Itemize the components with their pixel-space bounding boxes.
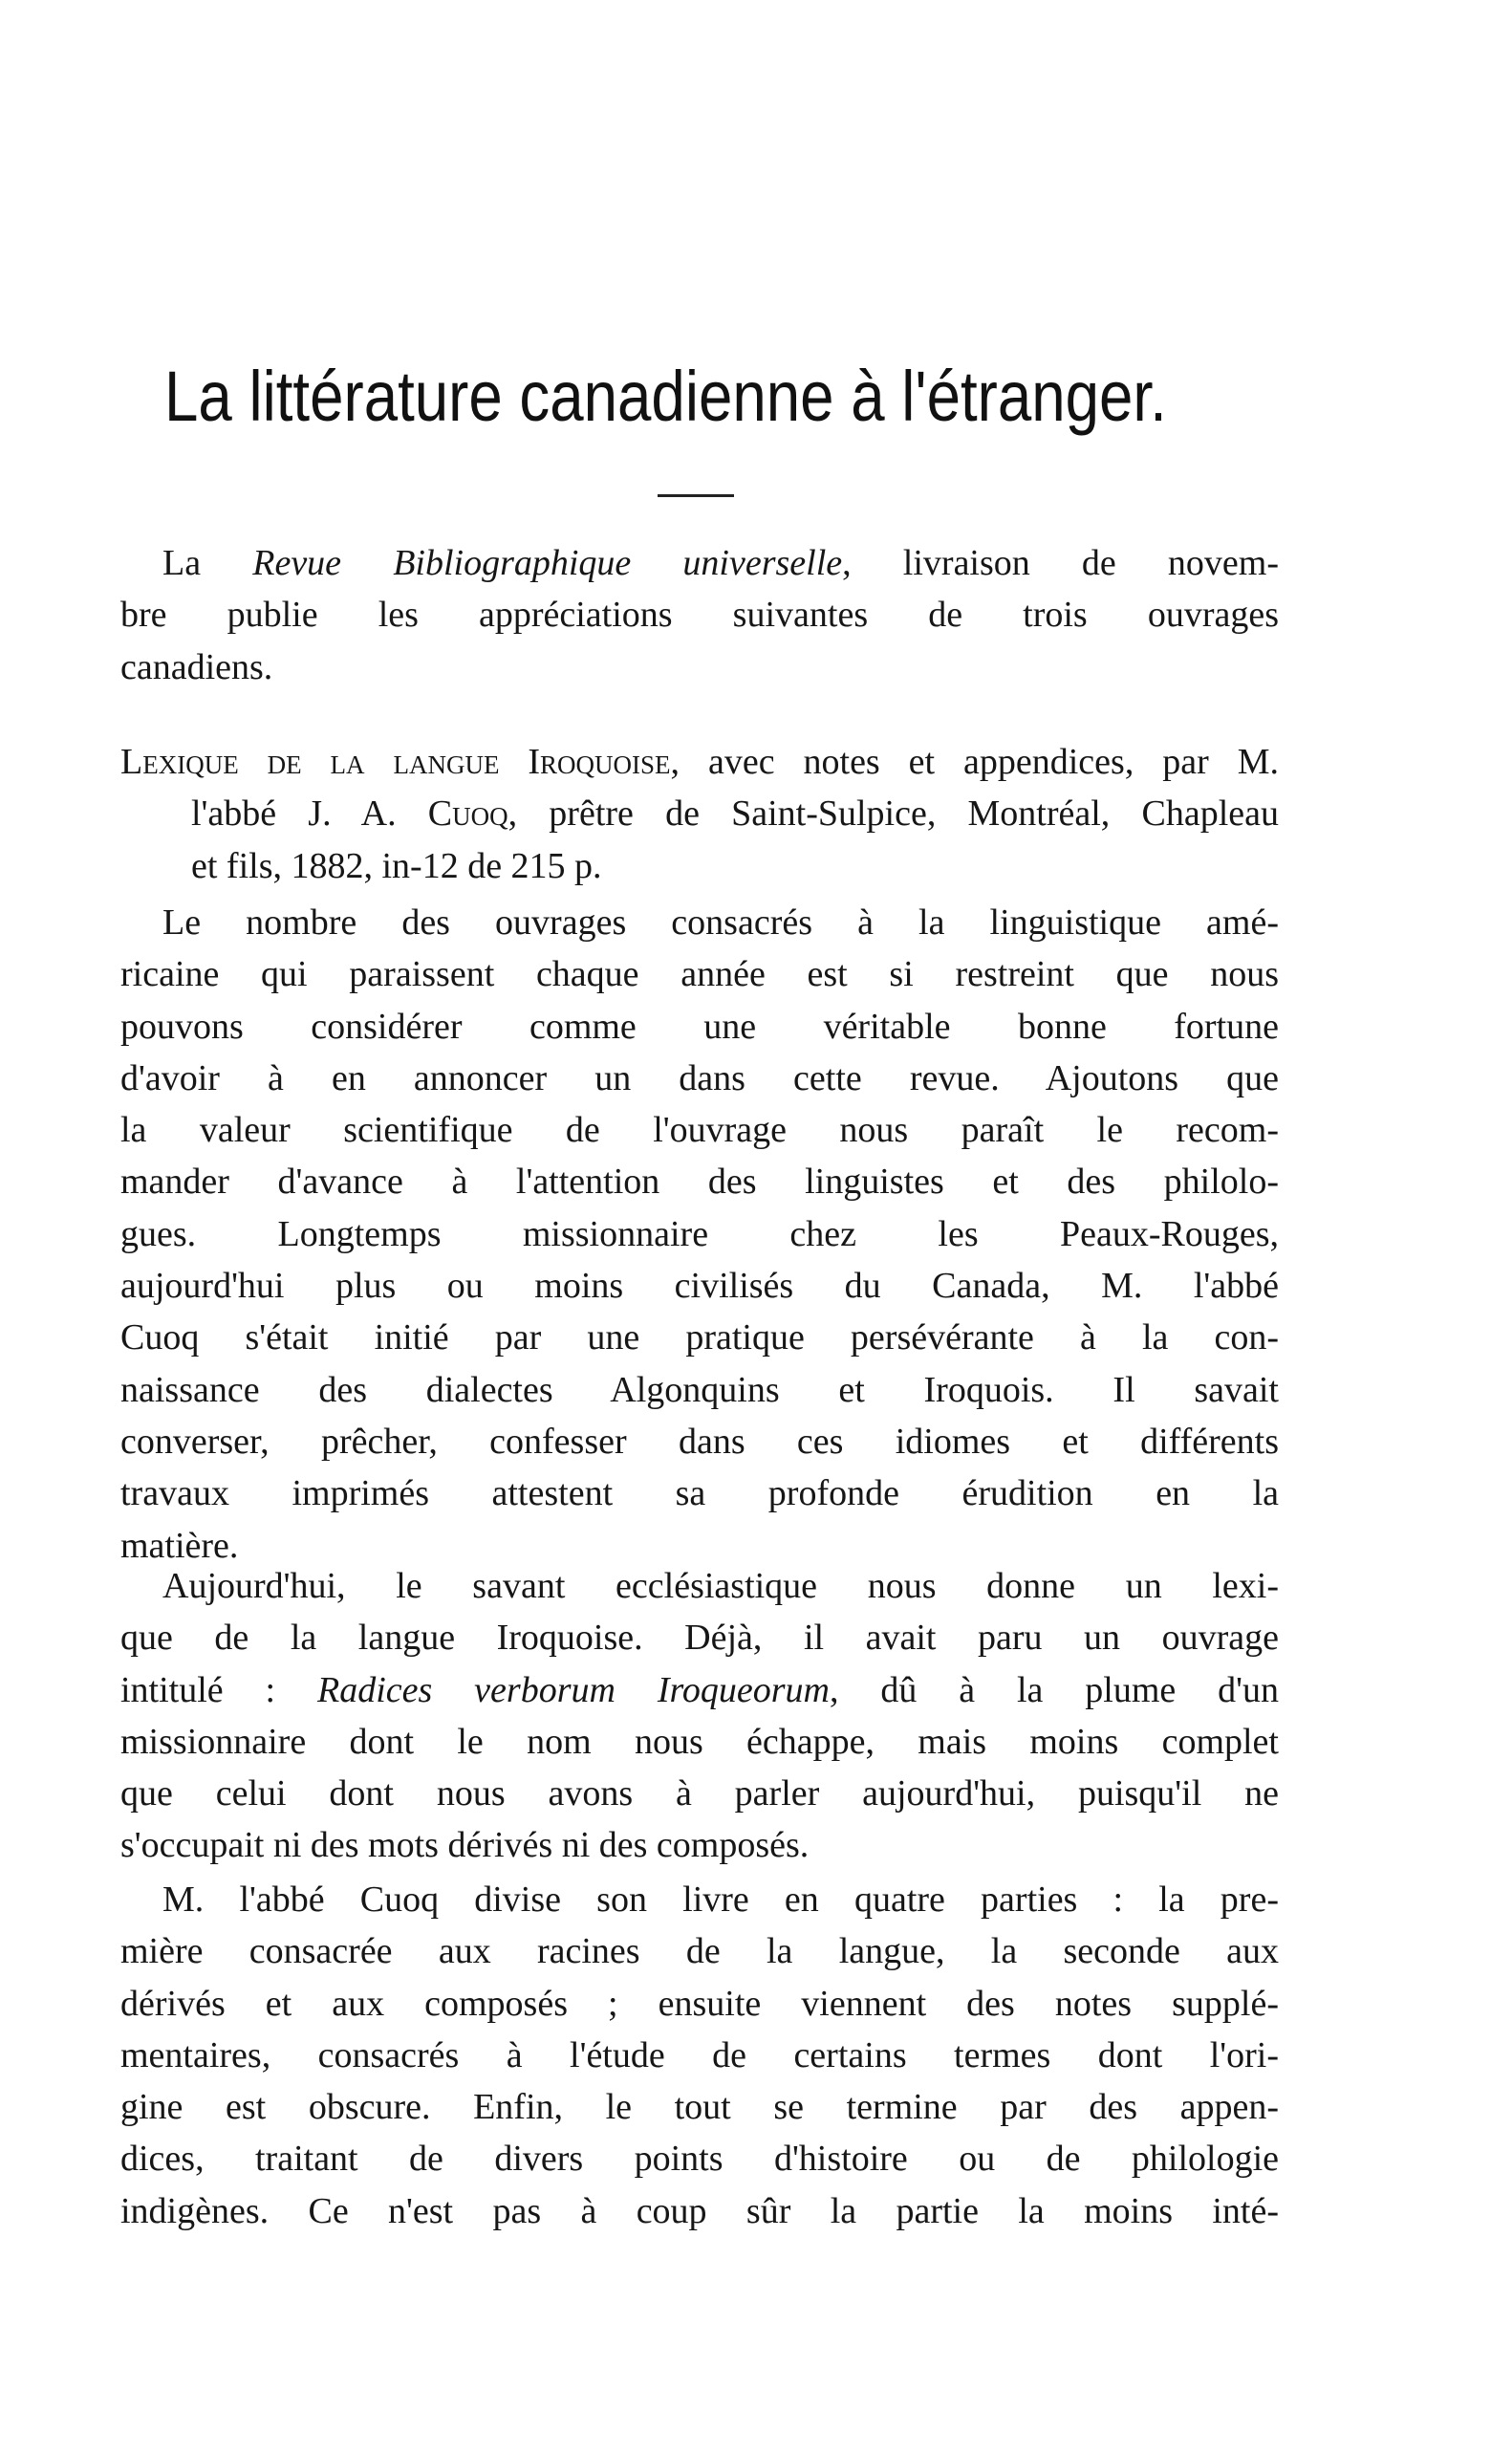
book-citation xyxy=(120,736,1279,892)
citation-line-2: l'abbé J. A. Cuoq, prêtre de Saint-Sulpice, Montréal, Chapleau xyxy=(191,793,1279,835)
text-line: aujourd'hui plus ou moins civilisés du Canada, M. l'abbé xyxy=(120,1266,1279,1307)
text-line: naissance des dialectes Algonquins et Iroquois. Il savait xyxy=(120,1369,1279,1410)
text-line: travaux imprimés attestent sa profonde érudition en la xyxy=(120,1473,1279,1514)
text-line: indigènes. Ce n'est pas à coup sûr la partie la moins inté- xyxy=(120,2190,1279,2231)
text-line: pouvons considérer comme une véritable bonne fortune xyxy=(120,1006,1279,1047)
title-separator-rule xyxy=(658,494,734,497)
text-line: intitulé : Radices verborum Iroqueorum, dû à la plume d'un xyxy=(120,1669,1280,1710)
intro-line-2: bre publie les appréciations suivantes de trois ouvrages xyxy=(120,595,1279,636)
text-line: la valeur scientifique de l'ouvrage nous paraît le recom- xyxy=(120,1110,1279,1151)
text-line: mière consacrée aux racines de la langue, la seconde aux xyxy=(120,1931,1279,1972)
page-title: La littérature canadienne à l'étranger. xyxy=(164,357,1167,436)
author-name: Cuoq xyxy=(427,793,508,835)
text-line: gine est obscure. Enfin, le tout se termine par des appen- xyxy=(120,2087,1279,2128)
journal-title: Revue Bibliographique universelle xyxy=(252,543,843,583)
citation-line-3: et fils, 1882, in-12 de 215 p. xyxy=(191,845,602,886)
text-line: mander d'avance à l'attention des linguistes et des philolo- xyxy=(120,1162,1279,1203)
text-line: dices, traitant de divers points d'histoire ou de philologie xyxy=(120,2139,1279,2180)
text-line: que de la langue Iroquoise. Déjà, il avait paru un ouvrage xyxy=(120,1618,1279,1659)
book-title: Lexique de la langue Iroquoise xyxy=(120,742,671,782)
text-line: Aujourd'hui, le savant ecclésiastique nous donne un lexi- xyxy=(162,1566,1279,1606)
text-line: dérivés et aux composés ; ensuite viennent des notes supplé- xyxy=(120,1983,1279,2024)
body-paragraph-3 xyxy=(120,1874,1279,2237)
citation-line-1: Lexique de la langue Iroquoise, avec notes et appendices, par M. xyxy=(120,742,1279,782)
text-line: converser, prêcher, confesser dans ces idiomes et différents xyxy=(120,1421,1279,1462)
text-line: ricaine qui paraissent chaque année est si restreint que nous xyxy=(120,954,1279,995)
intro-paragraph xyxy=(120,537,1279,693)
text-line: M. l'abbé Cuoq divise son livre en quatre parties : la pre- xyxy=(162,1879,1279,1920)
text-line: missionnaire dont le nom nous échappe, mais moins complet xyxy=(120,1721,1279,1762)
text-line: matière. xyxy=(120,1525,239,1566)
text-line: mentaires, consacrés à l'étude de certains termes dont l'ori- xyxy=(120,2034,1279,2075)
intro-line-1: La Revue Bibliographique universelle, livraison de novem- xyxy=(162,543,1280,583)
text-line: Cuoq s'était initié par une pratique persévérante à la con- xyxy=(120,1317,1279,1358)
text-line: Le nombre des ouvrages consacrés à la linguistique amé- xyxy=(162,902,1279,943)
latin-title: Radices verborum Iroqueorum xyxy=(317,1669,830,1710)
body-paragraph-2 xyxy=(120,1560,1279,1872)
text-line: que celui dont nous avons à parler aujourd'hui, puisqu'il ne xyxy=(120,1773,1279,1814)
intro-line-3: canadiens. xyxy=(120,646,273,687)
body-paragraph-1 xyxy=(120,897,1279,1572)
text-line: d'avoir à en annoncer un dans cette revue. Ajoutons que xyxy=(120,1057,1279,1098)
text-line: gues. Longtemps missionnaire chez les Peaux-Rouges, xyxy=(120,1213,1279,1254)
text-line: s'occupait ni des mots dérivés ni des composés. xyxy=(120,1825,810,1866)
